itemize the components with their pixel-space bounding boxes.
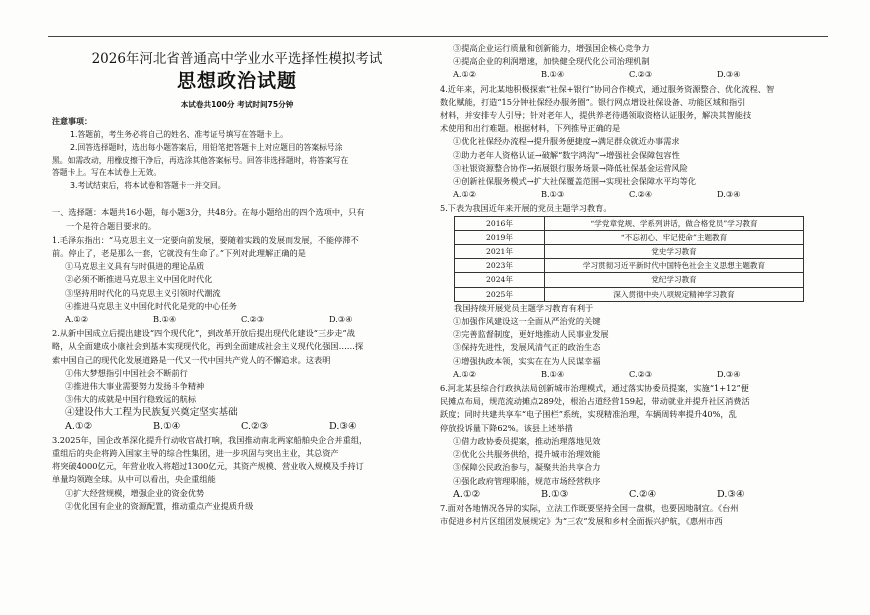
question-stem: 2.从新中国成立后提出建设“四个现代化”，到改革开放后提出现代化建设“三步走”战: [52, 328, 355, 339]
option: ①扩大经营规模，增强企业的资金优势: [65, 487, 205, 498]
table-cell-event: 深入贯彻中央八项规定精神学习教育: [545, 287, 804, 301]
table-cell-year: 2025年: [455, 287, 545, 301]
question-stem: 市促进乡村片区组团发展规定》为“三农”发展和乡村全面振兴护航，《惠州市西: [440, 516, 723, 527]
choice-a: A.①②: [65, 420, 93, 432]
choice-c: C.②③: [241, 314, 265, 324]
question-stem: 4.近年来，河北某地积极探索“社保+银行”协同合作模式，通过服务资源整合、优化流程、智: [440, 83, 775, 94]
choice-c: C.②③: [241, 420, 269, 432]
question-stem: 术使用和出行难题。根据材料，下列推导正确的是: [440, 123, 621, 134]
table-cell-year: 2021年: [455, 245, 545, 259]
question-stem: 数化赋能，打造“15分钟社保经办服务圈”。银行网点增设社保设备、功能区域和指引: [440, 96, 746, 107]
question-stem: 7.面对各地情况各异的实际，立法工作既要坚持全国一盘棋，也要因地制宜。《台州: [440, 502, 739, 513]
option: ④推进马克思主义中国化时代化是党的中心任务: [65, 300, 237, 311]
choice-d: D.③④: [717, 69, 741, 80]
table-row: [455, 216, 804, 230]
option: ①伟大梦想指引中国社会不断前行: [65, 367, 188, 378]
section-intro: 一个是符合题目要求的。: [66, 220, 157, 231]
question-stem: 6.河北某县综合行政执法局创新城市治理模式，通过落实协委员提案，实施“1+12”便: [440, 383, 749, 394]
table-row: [455, 287, 804, 301]
option: ④创新社保服务模式→扩大社保覆盖范围→实现社会保障水平均等化: [453, 176, 696, 187]
table-cell-year: 2019年: [455, 230, 545, 244]
choice-c: C.②④: [629, 488, 657, 500]
choice-b: B.①④: [153, 314, 177, 324]
option: ④增强执政本领，实实在在为人民谋幸福: [453, 355, 601, 366]
question-stem: 民摊点布局，规范流动摊点289处，根治占道经营159起，带动就业并提升社区消费活: [440, 396, 750, 407]
notes-heading: 注意事项：: [52, 117, 92, 127]
question-6: [440, 382, 820, 501]
question-4: [440, 83, 820, 202]
choice-d: D.③④: [329, 420, 357, 432]
question-stem: 5.下表为我国近年来开展的党员主题学习教育。: [440, 203, 612, 214]
option: ④建设伟大工程为民族复兴奠定坚实基础: [65, 407, 238, 419]
choice-a: A.①②: [453, 488, 481, 500]
answer-choices: [440, 68, 820, 81]
option: ②推进伟大事业需要努力发扬斗争精神: [65, 381, 205, 392]
table-row: [455, 273, 804, 287]
table-cell-event: 党纪学习教育: [545, 273, 804, 287]
option: ③坚持用时代化的马克思主义引领时代潮流: [65, 287, 221, 298]
question-stem: 重组后的央企将跨入国家主导的综合性集团，进一步巩固与突出主业，其总资产: [52, 448, 339, 459]
option: ①借力政协委员提案，推动治理落地见效: [453, 435, 601, 446]
choice-b: B.①③: [541, 189, 565, 200]
question-5: [440, 202, 820, 381]
question-lead: 我国持续开展党员主题学习教育有利于: [454, 302, 594, 313]
option: ③保障公民政治参与，凝聚共治共享合力: [453, 462, 601, 473]
option: ②优化公共服务供给，提升城市治理效能: [453, 449, 601, 460]
option: ①加强作风建设这一全面从严治党的关键: [453, 316, 601, 327]
choice-a: A.①②: [65, 314, 89, 324]
note-line: 黑。如需改动，用橡皮擦干净后，再选涂其他答案标号。回答非选择题时，将答案写在: [52, 155, 349, 165]
question-stem: 停放投诉量下降62%。该县上述举措: [440, 422, 573, 433]
option: ①优化社保经办流程→提升服务便捷度→满足群众就近办事需求: [453, 136, 680, 147]
option: ②助力老年人资格认证→破解“数字鸿沟”→增强社会保障包容性: [453, 149, 680, 160]
option: ②完善监督制度，更好地推动人民事业发展: [453, 329, 609, 340]
question-stem: 前。停止了，老是那么一套，它就没有生命了。”下列对此理解正确的是: [52, 247, 306, 258]
choice-b: B.①④: [153, 420, 181, 432]
question-stem: 跃度；同时共建共享车“电子围栏”系统，实现精准治理，车辆周转率提升40%，乱: [440, 409, 737, 420]
question-7: [440, 502, 820, 528]
option: ①马克思主义具有与时俱进的理论品质: [65, 261, 205, 272]
question-stem: 单量均领跑全球。从中可以看出，央企重组能: [52, 474, 216, 485]
table-cell-year: 2016年: [455, 216, 545, 230]
question-stem: 1.毛泽东指出：“马克思主义一定要向前发展，要随着实践的发展而发展，不能停滞不: [52, 234, 359, 245]
note-line: 3.考试结束后，将本试卷和答题卡一并交回。: [70, 180, 226, 190]
table-row: [455, 230, 804, 244]
table-cell-year: 2024年: [455, 273, 545, 287]
option: ③伟大的成就是中国行稳致远的航标: [65, 394, 197, 405]
option: ④提高企业的利润增速，加快健全现代化公司治理机制: [453, 56, 650, 67]
question-2: [52, 327, 422, 433]
study-education-table: [454, 216, 804, 302]
choice-c: C.②③: [629, 69, 653, 80]
choice-c: C.②③: [629, 368, 653, 379]
table-cell-event: 学习贯彻习近平新时代中国特色社会主义思想主题教育: [545, 259, 804, 273]
question-3: [52, 434, 422, 513]
option: ②优化国有企业的资源配置，推动重点产业提质升级: [65, 500, 254, 511]
option: ③社银资源整合协作→拓展银行服务场景→降低社保基金运营风险: [453, 162, 688, 173]
table-cell-event: 党史学习教育: [545, 245, 804, 259]
answer-choices: [440, 188, 820, 201]
note-line: 答题卡上。写在本试卷上无效。: [52, 168, 162, 178]
choice-a: A.①②: [453, 69, 477, 80]
left-column: [52, 42, 422, 513]
note-line: 2.回答选择题时，选出每小题答案后，用铅笔把答题卡上对应题目的答案标号涂: [70, 143, 343, 152]
option: ③保持先进性，发展风清气正的政治生态: [453, 342, 601, 353]
option: ④强化政府管理职能，规范市场经营秩序: [453, 475, 601, 486]
choice-a: A.①②: [453, 368, 477, 379]
question-stem: 略，从全面建成小康社会到基本实现现代化，再到全面建成社会主义现代化强国……探: [52, 341, 364, 352]
choice-d: D.③④: [717, 189, 741, 200]
answer-choices: [440, 368, 820, 381]
table-row: [455, 245, 804, 259]
right-column: [440, 42, 820, 528]
choice-b: B.①③: [541, 488, 569, 500]
option: ②必须不断推进马克思主义中国化时代化: [65, 274, 213, 285]
choice-b: B.①④: [541, 368, 565, 379]
choice-d: D.③④: [717, 488, 745, 500]
choice-d: D.③④: [329, 314, 353, 324]
table-cell-event: “不忘初心、牢记使命”主题教育: [545, 230, 804, 244]
option: ③提高企业运行质量和创新能力，增强国企核心竞争力: [453, 43, 650, 53]
exam-meta: 本试卷共100分 考试时间75分钟: [180, 100, 294, 109]
choice-c: C.②④: [629, 189, 653, 200]
note-line: 1.答题前，考生务必将自己的姓名、准考证号填写在答题卡上。: [70, 130, 288, 140]
question-1: [52, 234, 422, 326]
choice-d: D.③④: [717, 368, 741, 379]
question-stem: 3.2025年，国企改革深化提升行动收官战打响，我国推动南北两家船舶央企合并重组，: [52, 434, 368, 445]
choice-b: B.①④: [541, 69, 565, 80]
answer-choices: [52, 420, 422, 433]
table-row: [455, 259, 804, 273]
question-stem: 索中国自己的现代化发展道路是一代又一代中国共产党人的不懈追求。这表明: [52, 354, 331, 365]
answer-choices: [440, 488, 820, 501]
table-cell-event: “学党章党规、学系列讲话，做合格党员”学习教育: [545, 216, 804, 230]
table-cell-year: 2023年: [455, 259, 545, 273]
exam-title: 2026年河北省普通高中学业水平选择性模拟考试: [91, 51, 383, 67]
top-rule: [48, 36, 828, 37]
section-intro: 一、选择题：本题共16小题，每小题3分，共48分。在每小题给出的四个选项中，只有: [52, 207, 365, 218]
answer-choices: [52, 313, 422, 326]
choice-a: A.①②: [453, 189, 477, 200]
subject-title: 思想政治试题: [176, 70, 297, 92]
question-stem: 材料，并安排专人引导；针对老年人，提供养老待遇领取资格认证服务，解决其智能技: [440, 110, 752, 121]
question-stem: 将突破4000亿元，年营业收入将超过1300亿元，其资产规模、营业收入规模及手持订: [52, 461, 364, 472]
